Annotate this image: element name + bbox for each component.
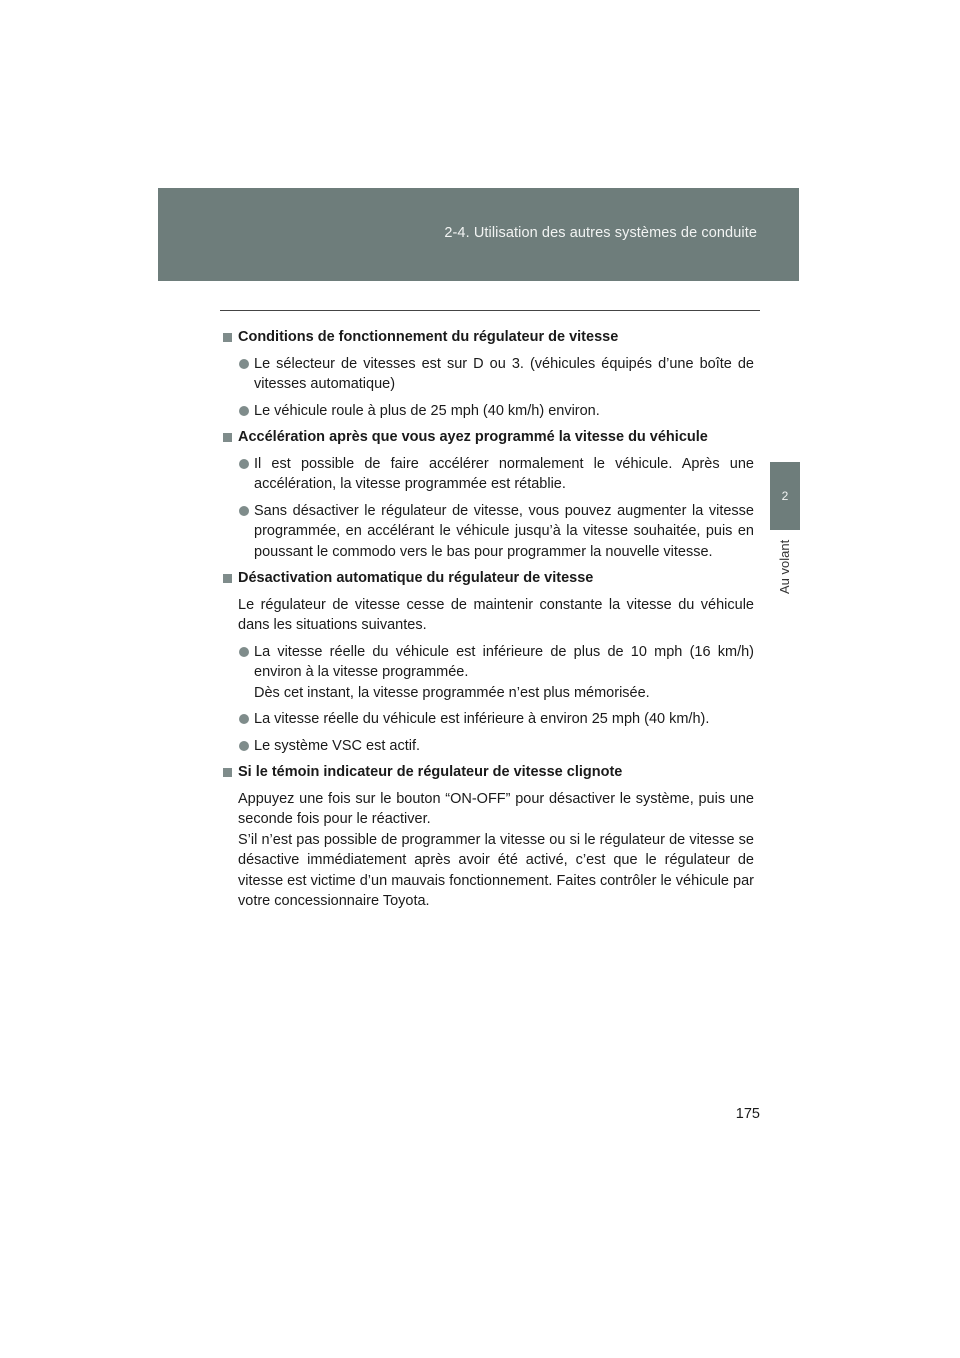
square-bullet-icon <box>223 433 232 442</box>
list-item-text <box>254 642 754 704</box>
header-band <box>158 188 799 281</box>
list-item-text: Sans désactiver le régulateur de vitesse, vous pouvez augmenter la vitesse programmée, en accélérant le véhicule jusqu’à la vitesse souhaitée, puis en poussant le commodo vers le bas pour programmer la nouvelle vitesse. <box>254 502 754 560</box>
paragraph-line: Appuyez une fois sur le bouton “ON-OFF” pour désactiver le système, puis une seconde fois pour le réactiver. <box>238 790 754 827</box>
list-item-line: La vitesse réelle du véhicule est inférieure de plus de 10 mph (16 km/h) environ à la vitesse programmée. <box>254 643 754 680</box>
page-number: 175 <box>735 1106 760 1122</box>
paragraph: Le régulateur de vitesse cesse de maintenir constante la vitesse du véhicule dans les situations suivantes. <box>238 596 754 633</box>
list-item-text: Le système VSC est actif. <box>254 737 421 754</box>
paragraph <box>238 830 754 912</box>
section-heading <box>222 427 754 448</box>
heading-text: Conditions de fonctionnement du régulateur de vitesse <box>238 329 619 345</box>
chapter-tab <box>770 462 800 530</box>
heading-text: Accélération après que vous ayez programmé la vitesse du véhicule <box>238 429 708 445</box>
square-bullet-icon <box>223 333 232 342</box>
section-heading <box>222 568 754 589</box>
list-item-note: Dès cet instant, la vitesse programmée n’est plus mémorisée. <box>254 684 650 701</box>
round-bullet-icon <box>239 647 249 657</box>
square-bullet-icon <box>223 574 232 583</box>
list-item <box>238 736 754 757</box>
heading-text: Si le témoin indicateur de régulateur de vitesse clignote <box>238 764 623 780</box>
list-item <box>238 454 754 495</box>
list-item-text: Le véhicule roule à plus de 25 mph (40 km/h) environ. <box>254 402 600 419</box>
list-item <box>238 501 754 563</box>
section-title: 2-4. Utilisation des autres systèmes de conduite <box>444 225 757 241</box>
round-bullet-icon <box>239 359 249 369</box>
list-item-text: La vitesse réelle du véhicule est inférieure à environ 25 mph (40 km/h). <box>254 711 710 727</box>
list-item-text: Le sélecteur de vitesses est sur D ou 3. (véhicules équipés d’une boîte de vitesses automatique) <box>254 355 754 392</box>
paragraph-line: S’il n’est pas possible de programmer la vitesse ou si le régulateur de vitesse se désactive immédiatement après avoir été activé, c’est que le régulateur de vitesse est victime d’un mauvais fonctionnement. Faites contrôler le véhicule par votre concessionnaire Toyota. <box>238 831 754 909</box>
list-item <box>238 709 754 730</box>
section-heading <box>222 327 754 348</box>
page-content <box>222 327 754 918</box>
list-item-text: Il est possible de faire accélérer normalement le véhicule. Après une accélération, la vitesse programmée est rétablie. <box>254 455 754 492</box>
round-bullet-icon <box>239 459 249 469</box>
round-bullet-icon <box>239 741 249 751</box>
chapter-label: Au volant <box>777 540 792 595</box>
heading-text: Désactivation automatique du régulateur de vitesse <box>238 570 594 586</box>
paragraph <box>238 789 754 830</box>
list-item <box>238 642 754 704</box>
round-bullet-icon <box>239 506 249 516</box>
round-bullet-icon <box>239 714 249 724</box>
section-heading <box>222 762 754 783</box>
chapter-number: 2 <box>781 489 789 503</box>
round-bullet-icon <box>239 406 249 416</box>
top-rule <box>220 310 760 311</box>
list-item <box>238 354 754 395</box>
list-item <box>238 401 754 422</box>
square-bullet-icon <box>223 768 232 777</box>
